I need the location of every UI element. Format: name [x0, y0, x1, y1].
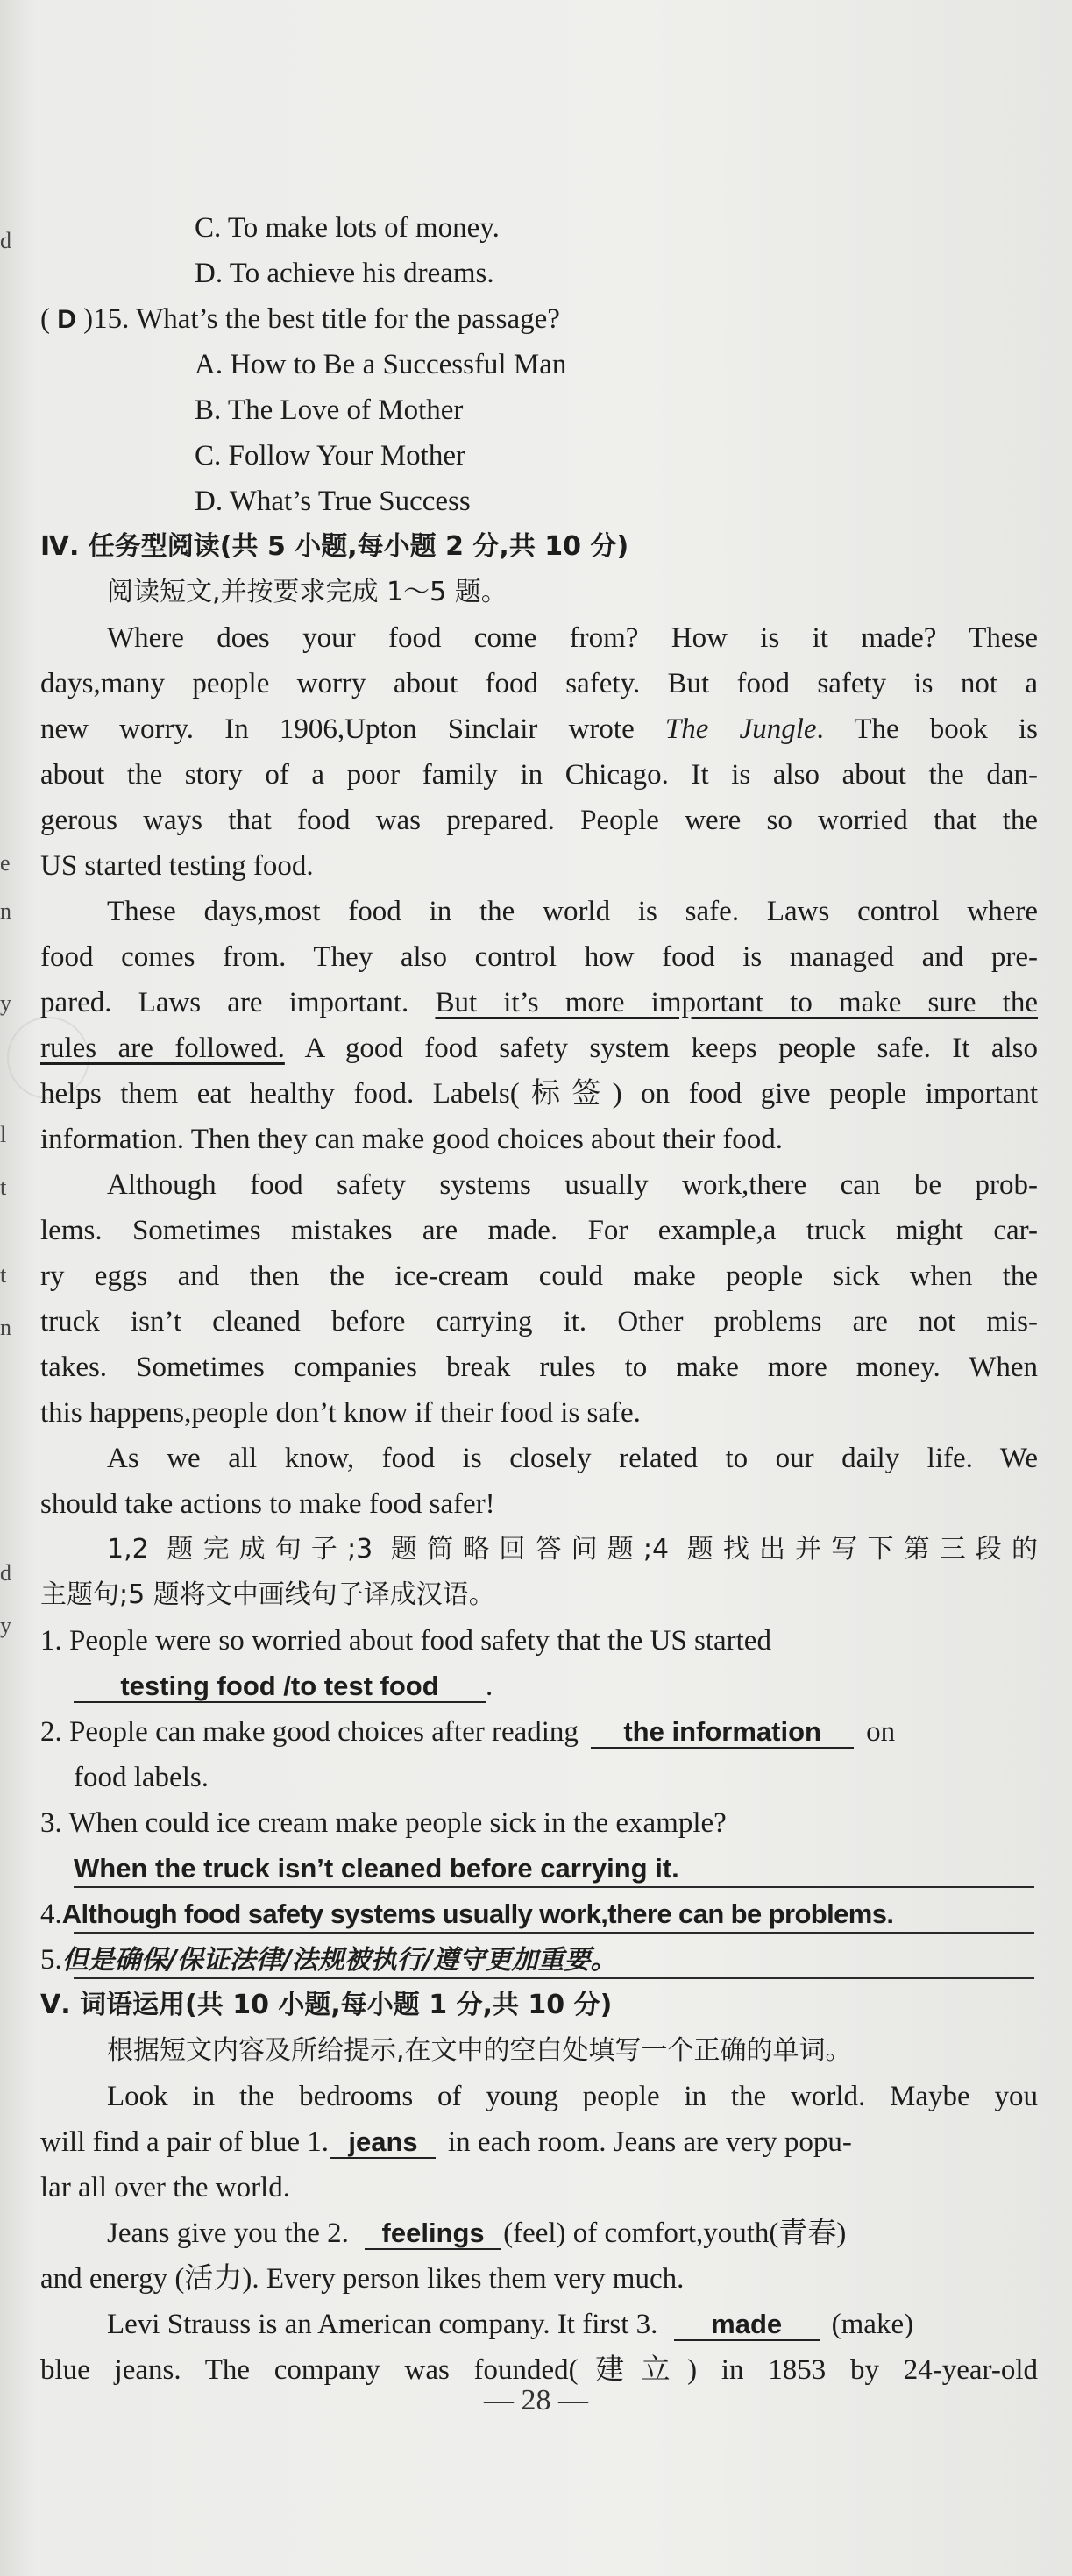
question-4: 4.Although food safety systems usually work,there can be problems. [40, 1898, 894, 1930]
passage-line: Look in the bedrooms of young people in the world. Maybe you [107, 2081, 1038, 2112]
textbook-page: d e n y l t t n d y C. To make lots of money. D. To achieve his dreams. ( D )15. What’s the best title for the passage? A. How to Be a Successful Man B. The Love of Mother C. Follow Your Mother D. What’s True Success Ⅳ. 任务型阅读(共 5 小题,每小题 2 分,共 10 分) 阅读短文,并按要求完成 1～5 题。 Where does your food come from? How is it made? These days,many people worry about food safety. But food safety is not a new worry. In 1906,Upton Sinclair wrote The Jungle. The book is about the story of a poor family in Chicago. It is also about the dan- gerous ways that food was prepared. People were so worried that the US started testing food. These days,most food in the world is safe. Laws control where food comes from. They also control how food is managed and pre- pared. Laws are important. But it’s more important to make sure the rules are followed. A good food safety system keeps people safe. It also helps them eat healthy food. Labels(标签) on food give people important information. Then they can make good choices about their food. Although food safety systems usually work,there can be prob- lems. Sometimes mistakes are made. For example,a truck might car- ry eggs and then the ice-cream could make people sick when the truck isn’t cleaned before carrying it. Other problems are not mis- takes. Sometimes companies break rules to make more money. When this happens,people don’t know if their food is safe. As we all know, food is closely related to our daily life. We should take actions to make food safer! 1,2 题完成句子;3 题简略回答问题;4 题找出并写下第三段的 主题句;5 题将文中画线句子译成汉语。 1. People were so worried about food safety that the US started testing food /to test food . 2. People can make good choices after reading the information on food labels. 3. When could ice cream make people sick in the example? When the truck isn’t cleaned before carrying it. 4.Although food safety systems usually work,there can be problems. 5.但是确保/保证法律/法规被执行/遵守更加重要。 Ⅴ. 词语运用(共 10 小题,每小题 1 分,共 10 分) 根据短文内容及所给提示,在文中的空白处填写一个正确的单词。 Look in the bedrooms of young people in the world. Maybe you will find a pair of blue 1. jeans in each room. Jeans are very popu- lar all over the world. Jeans give you the 2. feelings (feel) of comfort,youth(青春) and energy (活力). Every person likes them very much. Levi Strauss is an American company. It first 3. made (make) blue jeans. The company was founded(建立) in 1853 by 24-year-old — 28 — [0, 0, 1072, 2576]
passage-line: These days,most food in the world is safe. Laws control where [107, 896, 1038, 927]
answer-5: 但是确保/保证法律/法规被执行/遵守更加重要。 [61, 1945, 617, 1976]
question-5: 5.但是确保/保证法律/法规被执行/遵守更加重要。 [40, 1944, 617, 1976]
q15-answer: D [57, 305, 76, 334]
answer-2: the information [591, 1717, 854, 1749]
passage-line: days,many people worry about food safety. But food safety is not a [40, 668, 1038, 699]
section5-instruction: 根据短文内容及所给提示,在文中的空白处填写一个正确的单词。 [107, 2035, 852, 2066]
task-instruction: 主题句;5 题将文中画线句子译成汉语。 [40, 1579, 495, 1610]
section4-instruction: 阅读短文,并按要求完成 1～5 题。 [107, 577, 508, 607]
blank-1: jeans [330, 2127, 436, 2159]
answer-4-line [74, 1932, 1034, 1934]
passage-line: will find a pair of blue 1. jeans in each room. Jeans are very popu- [40, 2126, 852, 2158]
passage-line: helps them eat healthy food. Labels(标签) on food give people important [40, 1078, 1038, 1110]
passage-line: lems. Sometimes mistakes are made. For example,a truck might car- [40, 1215, 1038, 1246]
passage-line: Jeans give you the 2. feelings (feel) of comfort,youth(青春) [107, 2218, 847, 2249]
passage-line: ry eggs and then the ice-cream could make people sick when the [40, 1260, 1038, 1292]
q15-option-a: A. How to Be a Successful Man [195, 349, 567, 380]
question-2-cont: food labels. [74, 1762, 209, 1793]
passage-line: blue jeans. The company was founded(建立) in 1853 by 24-year-old [40, 2354, 1038, 2386]
answer-1: testing food /to test food [74, 1671, 486, 1703]
book-title: The Jungle [664, 713, 817, 745]
passage-line: Where does your food come from? How is it made? These [107, 622, 1038, 654]
passage-line: about the story of a poor family in Chicago. It is also about the dan- [40, 759, 1038, 791]
q15-stem: ( D )15. What’s the best title for the passage? [40, 303, 560, 335]
answer-3-line [74, 1886, 1034, 1888]
passage-line: As we all know, food is closely related to our daily life. We [107, 1443, 1038, 1474]
q15-option-d: D. What’s True Success [195, 486, 471, 517]
answer-1-row: testing food /to test food . [74, 1669, 1071, 1704]
section4-title: Ⅳ. 任务型阅读(共 5 小题,每小题 2 分,共 10 分) [40, 531, 629, 562]
passage-line: and energy (活力). Every person likes them very much. [40, 2263, 685, 2295]
q14-option-d: D. To achieve his dreams. [195, 258, 494, 289]
section5-title: Ⅴ. 词语运用(共 10 小题,每小题 1 分,共 10 分) [40, 1990, 613, 2020]
passage-line: lar all over the world. [40, 2172, 290, 2203]
q15-option-c: C. Follow Your Mother [195, 440, 465, 472]
q14-option-c: C. To make lots of money. [195, 212, 500, 244]
passage-line: pared. Laws are important. But it’s more important to make sure the [40, 987, 1038, 1018]
passage-line: gerous ways that food was prepared. People were so worried that the [40, 805, 1038, 836]
page-number: — 28 — [484, 2384, 588, 2416]
task-instruction: 1,2 题完成句子;3 题简略回答问题;4 题找出并写下第三段的 [107, 1534, 1038, 1565]
answer-5-line [74, 1977, 1034, 1979]
answer-3: When the truck isn’t cleaned before carrying it. [74, 1853, 679, 1884]
passage-line: information. Then they can make good choices about their food. [40, 1124, 784, 1155]
question-3: 3. When could ice cream make people sick in the example? [40, 1807, 727, 1839]
answer-4: Although food safety systems usually work,there can be problems. [61, 1898, 894, 1929]
passage-line: takes. Sometimes companies break rules to make more money. When [40, 1352, 1038, 1383]
underlined-sentence: But it’s more important to make sure the [435, 987, 1038, 1018]
passage-line: new worry. In 1906,Upton Sinclair wrote The Jungle. The book is [40, 713, 1038, 745]
passage-line: food comes from. They also control how food is managed and pre- [40, 941, 1038, 973]
q15-option-b: B. The Love of Mother [195, 394, 464, 426]
passage-line: rules are followed. A good food safety system keeps people safe. It also [40, 1033, 1038, 1064]
passage-line: should take actions to make food safer! [40, 1488, 495, 1520]
passage-line: Levi Strauss is an American company. It first 3. made (make) [107, 2309, 914, 2340]
question-2: 2. People can make good choices after reading the information on [40, 1716, 896, 1748]
passage-line: Although food safety systems usually work,there can be prob- [107, 1169, 1038, 1201]
passage-line: this happens,people don’t know if their food is safe. [40, 1397, 641, 1429]
blank-3: made [674, 2310, 820, 2341]
question-1: 1. People were so worried about food safety that the US started [40, 1625, 771, 1657]
underlined-sentence-end: rules are followed. [40, 1033, 285, 1064]
passage-line: US started testing food. [40, 850, 314, 882]
blank-2: feelings [365, 2218, 501, 2250]
passage-line: truck isn’t cleaned before carrying it. Other problems are not mis- [40, 1306, 1038, 1338]
